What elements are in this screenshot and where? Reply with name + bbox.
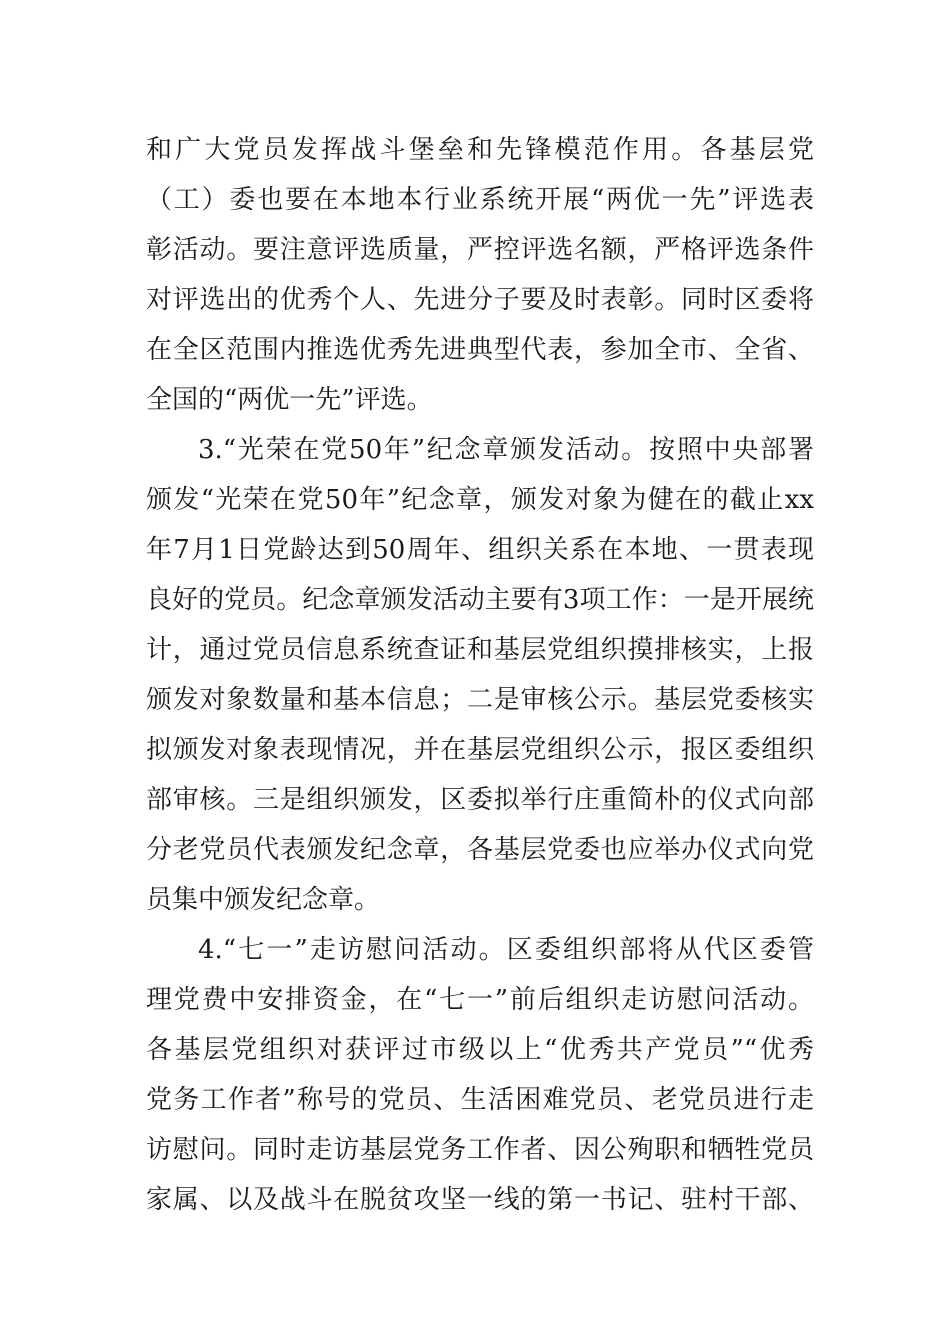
section-heading-line: 4.“七一”走访慰问活动。区委组织部将从代区委管 — [198, 935, 814, 965]
text-line: 颁发对象数量和基本信息；二是审核公示。基层党委核实 — [146, 685, 814, 715]
text-line: 拟颁发对象表现情况，并在基层党组织公示，报区委组织 — [146, 735, 814, 765]
text-line: 全国的“两优一先”评选。 — [146, 385, 433, 415]
text-line: 家属、以及战斗在脱贫攻坚一线的第一书记、驻村干部、 — [146, 1185, 814, 1215]
text-line: 党务工作者”称号的党员、生活困难党员、老党员进行走 — [146, 1085, 814, 1115]
text-line: 部审核。三是组织颁发，区委拟举行庄重简朴的仪式向部 — [146, 785, 814, 815]
text-line: 在全区范围内推选优秀先进典型代表，参加全市、全省、 — [146, 335, 814, 365]
text-line: 年7月1日党龄达到50周年、组织关系在本地、一贯表现 — [146, 535, 814, 565]
section-heading-line: 3.“光荣在党50年”纪念章颁发活动。按照中央部署 — [198, 435, 814, 465]
text-line: 颁发“光荣在党50年”纪念章，颁发对象为健在的截止xx — [146, 485, 814, 515]
text-line: （工）委也要在本地本行业系统开展“两优一先”评选表 — [146, 185, 814, 215]
text-line: 理党费中安排资金，在“七一”前后组织走访慰问活动。 — [146, 985, 814, 1015]
text-line: 计，通过党员信息系统查证和基层党组织摸排核实，上报 — [146, 635, 814, 665]
text-line: 员集中颁发纪念章。 — [146, 885, 381, 915]
text-line: 彰活动。要注意评选质量，严控评选名额，严格评选条件 — [146, 235, 814, 265]
text-line: 和广大党员发挥战斗堡垒和先锋模范作用。各基层党 — [146, 135, 814, 165]
text-line: 良好的党员。纪念章颁发活动主要有3项工作：一是开展统 — [146, 585, 814, 615]
text-line: 各基层党组织对获评过市级以上“优秀共产党员”“优秀 — [146, 1035, 814, 1065]
text-line: 分老党员代表颁发纪念章，各基层党委也应举办仪式向党 — [146, 835, 814, 865]
text-line: 访慰问。同时走访基层党务工作者、因公殉职和牺牲党员 — [146, 1135, 814, 1165]
text-line: 对评选出的优秀个人、先进分子要及时表彰。同时区委将 — [146, 285, 814, 315]
